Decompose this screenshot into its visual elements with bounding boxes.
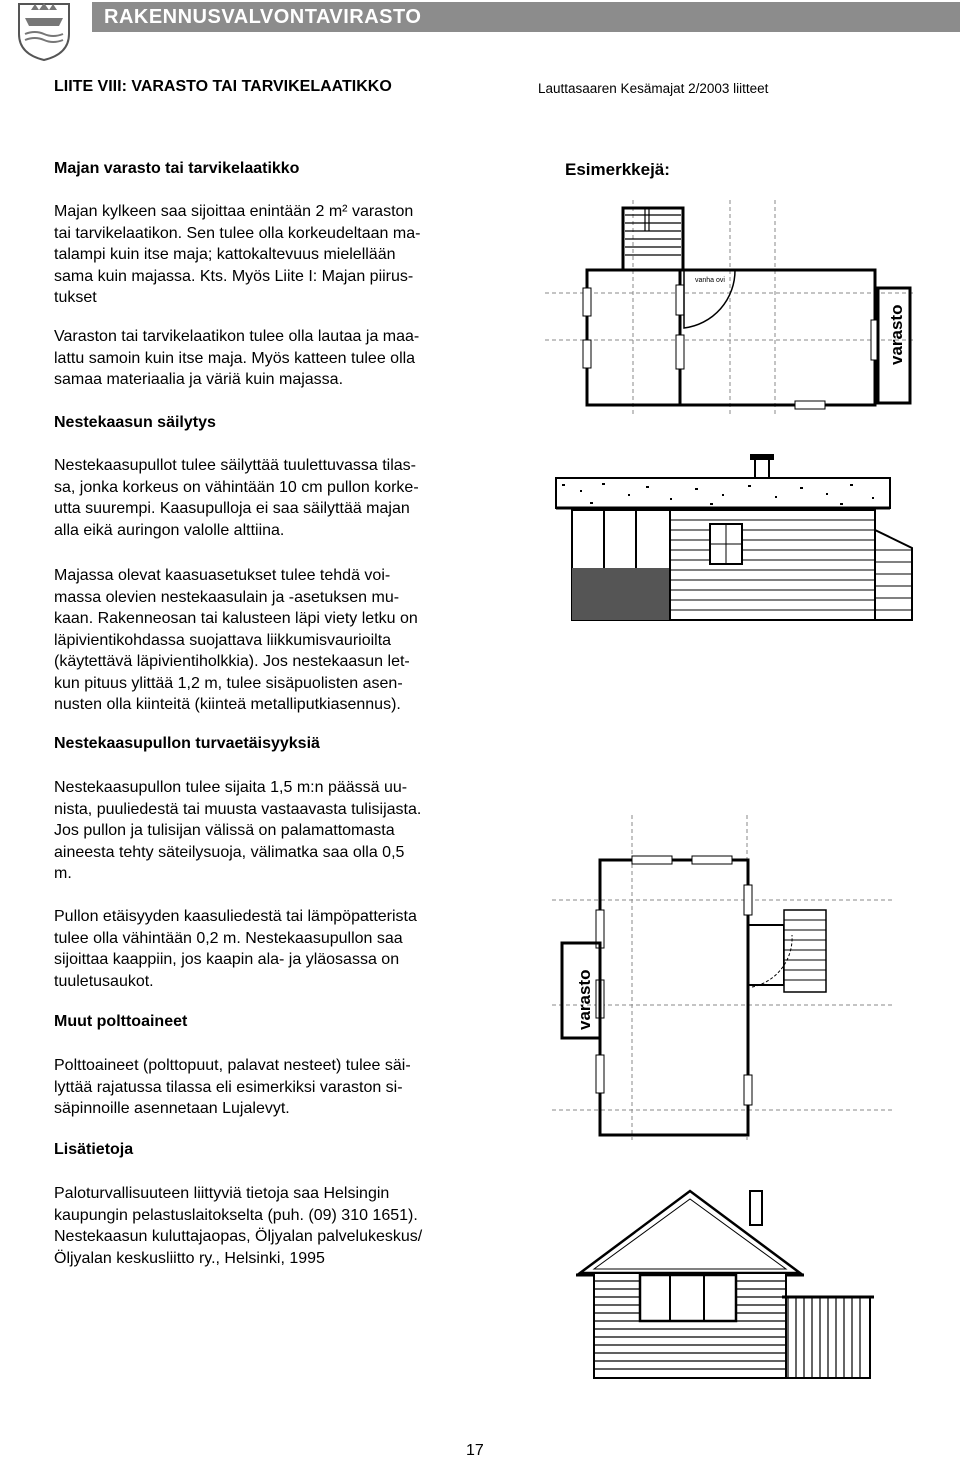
floor-plan-1	[545, 200, 915, 415]
other-fuels-paragraph: Polttoaineet (polttopuut, palavat nesteet) tulee säi- lyttää rajatussa tilassa eli esimerkiksi varaston si- säpinnoille asennetaan Lujalevyt.	[54, 1057, 411, 1117]
elevation-2	[570, 1185, 890, 1385]
more-info-heading: Lisätietoja	[54, 1141, 134, 1158]
cylinder-safety-paragraph-2: Pullon etäisyyden kaasuliedestä tai lämpöpatterista tulee olla vähintään 0,2 m. Nestekaasupullon saa sijoittaa kaappiin, jos kaapin ala- ja yläosassa on tuuletusaukot.	[54, 908, 417, 990]
storage-heading: Majan varasto tai tarvikelaatikko	[54, 160, 300, 177]
appendix-title: LIITE VIII: VARASTO TAI TARVIKELAATIKKO	[54, 78, 392, 95]
elevation-1	[550, 450, 915, 625]
more-info-paragraph: Paloturvallisuuteen liittyviä tietoja saa Helsingin kaupungin pelastuslaitokselta (puh. (09) 310 1651). Nestekaasun kuluttajaopas, Öljyalan palvelukeskus/ Öljyalan keskusliitto ry., Helsinki, 1995	[54, 1185, 423, 1267]
other-fuels-heading: Muut polttoaineet	[54, 1013, 188, 1030]
gas-storage-paragraph-2: Majassa olevat kaasuasetukset tulee tehdä voi- massa olevien nestekaasulain ja -asetuksen mu- kaan. Rakenneosan tai kalusteen läpi viety letku on läpivientikohdassa suojattava liikkumisvaurioilta (käytettävä läpivientiholkkia). Jos nestekaasun let- kun pituus ylittää 1,2 m, tulee sisäpuolisten asen- nusten olla kiinteitä (kiinteä metalliputkiasennus).	[54, 567, 418, 713]
page-number: 17	[466, 1442, 484, 1459]
publication-name: Lauttasaaren Kesämajat 2/2003 liitteet	[538, 81, 769, 96]
gas-storage-heading: Nestekaasun säilytys	[54, 414, 216, 431]
cylinder-safety-paragraph-1: Nestekaasupullon tulee sijaita 1,5 m:n päässä uu- nista, puuliedestä tai muusta vastaavasta tulisijasta. Jos pullon ja tulisijan välissä on palamattomasta aineesta tehty säteilysuoja, välimatka saa olla 0,5 m.	[54, 779, 422, 882]
examples-heading: Esimerkkejä:	[565, 160, 670, 179]
storage-paragraph-1: Majan kylkeen saa sijoittaa enintään 2 m² varaston tai tarvikelaatikon. Sen tulee olla korkeudeltaan ma- talampi kuin itse maja; kattokaltevuus mielellään sama kuin majassa. Kts. Myös Liite I: Majan piirus- tukset	[54, 203, 421, 306]
header	[0, 0, 960, 62]
plan-1-storage-label: varasto	[887, 304, 906, 365]
plan-1-note: vanha ovi	[695, 277, 725, 284]
floor-plan-2	[552, 815, 892, 1140]
helsinki-crest-icon	[15, 0, 73, 62]
gas-storage-paragraph-1: Nestekaasupullot tulee säilyttää tuulettuvassa tilas- sa, jonka korkeus on vähintään 10 cm pullon korke- utta suurempi. Kaasupulloja ei saa säilyttää majan alla eikä auringon valolle alttiina.	[54, 457, 419, 539]
office-name: RAKENNUSVALVONTAVIRASTO	[104, 6, 422, 28]
cylinder-safety-heading: Nestekaasupullon turvaetäisyyksiä	[54, 735, 320, 752]
header-bar	[92, 2, 960, 32]
storage-paragraph-2: Varaston tai tarvikelaatikon tulee olla lautaa ja maa- lattu samoin kuin itse maja. Myös katteen tulee olla samaa materiaalia ja väriä kuin majassa.	[54, 328, 420, 388]
plan-2-storage-label: varasto	[575, 969, 594, 1030]
